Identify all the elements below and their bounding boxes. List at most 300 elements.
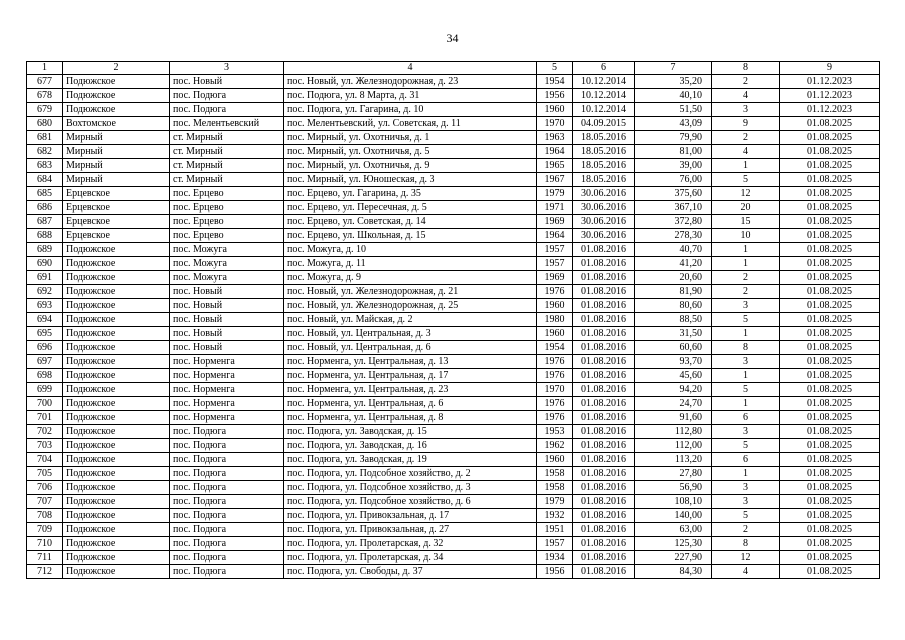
date-cell: 30.06.2016 bbox=[573, 215, 635, 229]
table-row bbox=[27, 187, 880, 201]
deadline-cell: 01.08.2025 bbox=[780, 313, 880, 327]
table-row bbox=[27, 439, 880, 453]
settlement-cell: Подюжское bbox=[63, 565, 170, 579]
address-cell: пос. Мирный, ул. Юношеская, д. 3 bbox=[284, 173, 537, 187]
date-cell: 04.09.2015 bbox=[573, 117, 635, 131]
settlement-cell: Подюжское bbox=[63, 369, 170, 383]
deadline-cell: 01.08.2025 bbox=[780, 187, 880, 201]
settlement-cell: Ерцевское bbox=[63, 201, 170, 215]
deadline-cell: 01.08.2025 bbox=[780, 355, 880, 369]
address-cell: пос. Можуга, д. 9 bbox=[284, 271, 537, 285]
count-cell: 3 bbox=[712, 103, 780, 117]
area-cell: 76,00 bbox=[635, 173, 712, 187]
address-cell: пос. Подюга, ул. Свободы, д. 37 bbox=[284, 565, 537, 579]
deadline-cell: 01.08.2025 bbox=[780, 425, 880, 439]
settlement-cell: Мирный bbox=[63, 131, 170, 145]
locality-cell: пос. Подюга bbox=[170, 551, 284, 565]
deadline-cell: 01.08.2025 bbox=[780, 411, 880, 425]
year-cell: 1960 bbox=[537, 327, 573, 341]
table-row bbox=[27, 383, 880, 397]
table-row bbox=[27, 327, 880, 341]
area-cell: 367,10 bbox=[635, 201, 712, 215]
table-row bbox=[27, 355, 880, 369]
row-number: 704 bbox=[27, 453, 63, 467]
settlement-cell: Подюжское bbox=[63, 551, 170, 565]
date-cell: 01.08.2016 bbox=[573, 355, 635, 369]
table-header-row bbox=[27, 62, 880, 75]
locality-cell: пос. Можуга bbox=[170, 257, 284, 271]
row-number: 711 bbox=[27, 551, 63, 565]
locality-cell: пос. Норменга bbox=[170, 397, 284, 411]
locality-cell: пос. Подюга bbox=[170, 467, 284, 481]
area-cell: 140,00 bbox=[635, 509, 712, 523]
locality-cell: пос. Новый bbox=[170, 75, 284, 89]
area-cell: 31,50 bbox=[635, 327, 712, 341]
area-cell: 375,60 bbox=[635, 187, 712, 201]
count-cell: 1 bbox=[712, 327, 780, 341]
count-cell: 3 bbox=[712, 299, 780, 313]
table-row bbox=[27, 313, 880, 327]
deadline-cell: 01.08.2025 bbox=[780, 145, 880, 159]
row-number: 703 bbox=[27, 439, 63, 453]
date-cell: 18.05.2016 bbox=[573, 131, 635, 145]
date-cell: 01.08.2016 bbox=[573, 313, 635, 327]
settlement-cell: Подюжское bbox=[63, 397, 170, 411]
date-cell: 01.08.2016 bbox=[573, 425, 635, 439]
count-cell: 8 bbox=[712, 341, 780, 355]
settlement-cell: Подюжское bbox=[63, 243, 170, 257]
row-number: 690 bbox=[27, 257, 63, 271]
date-cell: 30.06.2016 bbox=[573, 201, 635, 215]
table-row bbox=[27, 453, 880, 467]
year-cell: 1976 bbox=[537, 285, 573, 299]
date-cell: 10.12.2014 bbox=[573, 89, 635, 103]
settlement-cell: Подюжское bbox=[63, 523, 170, 537]
locality-cell: пос. Норменга bbox=[170, 411, 284, 425]
address-cell: пос. Мирный, ул. Охотничья, д. 5 bbox=[284, 145, 537, 159]
locality-cell: пос. Ерцево bbox=[170, 201, 284, 215]
settlement-cell: Подюжское bbox=[63, 509, 170, 523]
year-cell: 1970 bbox=[537, 117, 573, 131]
date-cell: 01.08.2016 bbox=[573, 453, 635, 467]
column-header: 1 bbox=[27, 62, 63, 75]
row-number: 677 bbox=[27, 75, 63, 89]
row-number: 710 bbox=[27, 537, 63, 551]
deadline-cell: 01.08.2025 bbox=[780, 467, 880, 481]
settlement-cell: Подюжское bbox=[63, 341, 170, 355]
settlement-cell: Подюжское bbox=[63, 467, 170, 481]
area-cell: 227,90 bbox=[635, 551, 712, 565]
date-cell: 01.08.2016 bbox=[573, 369, 635, 383]
column-header: 7 bbox=[635, 62, 712, 75]
locality-cell: пос. Подюга bbox=[170, 481, 284, 495]
area-cell: 108,10 bbox=[635, 495, 712, 509]
deadline-cell: 01.08.2025 bbox=[780, 565, 880, 579]
year-cell: 1976 bbox=[537, 369, 573, 383]
deadline-cell: 01.08.2025 bbox=[780, 159, 880, 173]
area-cell: 51,50 bbox=[635, 103, 712, 117]
count-cell: 6 bbox=[712, 411, 780, 425]
table-row bbox=[27, 369, 880, 383]
deadline-cell: 01.08.2025 bbox=[780, 285, 880, 299]
address-cell: пос. Новый, ул. Железнодорожная, д. 25 bbox=[284, 299, 537, 313]
count-cell: 4 bbox=[712, 145, 780, 159]
locality-cell: пос. Подюга bbox=[170, 103, 284, 117]
count-cell: 3 bbox=[712, 425, 780, 439]
area-cell: 112,00 bbox=[635, 439, 712, 453]
table-row bbox=[27, 145, 880, 159]
date-cell: 30.06.2016 bbox=[573, 187, 635, 201]
table-row bbox=[27, 341, 880, 355]
locality-cell: пос. Новый bbox=[170, 341, 284, 355]
row-number: 698 bbox=[27, 369, 63, 383]
deadline-cell: 01.08.2025 bbox=[780, 215, 880, 229]
year-cell: 1960 bbox=[537, 299, 573, 313]
row-number: 699 bbox=[27, 383, 63, 397]
table-row bbox=[27, 215, 880, 229]
year-cell: 1962 bbox=[537, 439, 573, 453]
year-cell: 1954 bbox=[537, 75, 573, 89]
area-cell: 112,80 bbox=[635, 425, 712, 439]
locality-cell: пос. Подюга bbox=[170, 439, 284, 453]
deadline-cell: 01.08.2025 bbox=[780, 537, 880, 551]
column-header: 9 bbox=[780, 62, 880, 75]
deadline-cell: 01.12.2023 bbox=[780, 89, 880, 103]
table-row bbox=[27, 397, 880, 411]
locality-cell: пос. Подюга bbox=[170, 425, 284, 439]
address-cell: пос. Подюга, ул. Гагарина, д. 10 bbox=[284, 103, 537, 117]
row-number: 689 bbox=[27, 243, 63, 257]
area-cell: 113,20 bbox=[635, 453, 712, 467]
settlement-cell: Подюжское bbox=[63, 89, 170, 103]
count-cell: 2 bbox=[712, 285, 780, 299]
column-header: 5 bbox=[537, 62, 573, 75]
date-cell: 01.08.2016 bbox=[573, 257, 635, 271]
date-cell: 01.08.2016 bbox=[573, 271, 635, 285]
table-row bbox=[27, 467, 880, 481]
table-row bbox=[27, 481, 880, 495]
year-cell: 1976 bbox=[537, 397, 573, 411]
row-number: 701 bbox=[27, 411, 63, 425]
table-row bbox=[27, 565, 880, 579]
settlement-cell: Подюжское bbox=[63, 481, 170, 495]
locality-cell: пос. Ерцево bbox=[170, 229, 284, 243]
deadline-cell: 01.08.2025 bbox=[780, 117, 880, 131]
address-cell: пос. Мирный, ул. Охотничья, д. 1 bbox=[284, 131, 537, 145]
table-row bbox=[27, 117, 880, 131]
table-body bbox=[27, 62, 880, 579]
table-row bbox=[27, 257, 880, 271]
settlement-cell: Подюжское bbox=[63, 453, 170, 467]
settlement-cell: Подюжское bbox=[63, 439, 170, 453]
address-cell: пос. Можуга, д. 10 bbox=[284, 243, 537, 257]
locality-cell: пос. Норменга bbox=[170, 383, 284, 397]
count-cell: 4 bbox=[712, 565, 780, 579]
deadline-cell: 01.08.2025 bbox=[780, 523, 880, 537]
locality-cell: пос. Подюга bbox=[170, 523, 284, 537]
locality-cell: пос. Подюга bbox=[170, 89, 284, 103]
locality-cell: пос. Новый bbox=[170, 327, 284, 341]
settlement-cell: Подюжское bbox=[63, 299, 170, 313]
row-number: 683 bbox=[27, 159, 63, 173]
year-cell: 1960 bbox=[537, 453, 573, 467]
locality-cell: пос. Ерцево bbox=[170, 187, 284, 201]
area-cell: 88,50 bbox=[635, 313, 712, 327]
address-cell: пос. Норменга, ул. Центральная, д. 23 bbox=[284, 383, 537, 397]
year-cell: 1960 bbox=[537, 103, 573, 117]
settlement-cell: Подюжское bbox=[63, 327, 170, 341]
address-cell: пос. Новый, ул. Центральная, д. 6 bbox=[284, 341, 537, 355]
address-cell: пос. Подюга, ул. Пролетарская, д. 32 bbox=[284, 537, 537, 551]
area-cell: 40,10 bbox=[635, 89, 712, 103]
count-cell: 5 bbox=[712, 173, 780, 187]
settlement-cell: Подюжское bbox=[63, 75, 170, 89]
address-cell: пос. Ерцево, ул. Советская, д. 14 bbox=[284, 215, 537, 229]
year-cell: 1964 bbox=[537, 229, 573, 243]
row-number: 705 bbox=[27, 467, 63, 481]
deadline-cell: 01.08.2025 bbox=[780, 509, 880, 523]
count-cell: 3 bbox=[712, 355, 780, 369]
count-cell: 5 bbox=[712, 313, 780, 327]
area-cell: 372,80 bbox=[635, 215, 712, 229]
deadline-cell: 01.08.2025 bbox=[780, 243, 880, 257]
address-cell: пос. Новый, ул. Центральная, д. 3 bbox=[284, 327, 537, 341]
settlement-cell: Подюжское bbox=[63, 271, 170, 285]
deadline-cell: 01.08.2025 bbox=[780, 229, 880, 243]
date-cell: 01.08.2016 bbox=[573, 509, 635, 523]
row-number: 696 bbox=[27, 341, 63, 355]
settlement-cell: Подюжское bbox=[63, 257, 170, 271]
year-cell: 1965 bbox=[537, 159, 573, 173]
row-number: 692 bbox=[27, 285, 63, 299]
area-cell: 40,70 bbox=[635, 243, 712, 257]
table-row bbox=[27, 411, 880, 425]
year-cell: 1954 bbox=[537, 341, 573, 355]
deadline-cell: 01.08.2025 bbox=[780, 131, 880, 145]
year-cell: 1964 bbox=[537, 145, 573, 159]
area-cell: 84,30 bbox=[635, 565, 712, 579]
address-cell: пос. Подюга, ул. 8 Марта, д. 31 bbox=[284, 89, 537, 103]
locality-cell: ст. Мирный bbox=[170, 173, 284, 187]
year-cell: 1958 bbox=[537, 467, 573, 481]
row-number: 681 bbox=[27, 131, 63, 145]
housing-registry-table bbox=[26, 61, 880, 579]
address-cell: пос. Подюга, ул. Подсобное хозяйство, д. 2 bbox=[284, 467, 537, 481]
area-cell: 24,70 bbox=[635, 397, 712, 411]
page-number: 34 bbox=[446, 31, 459, 45]
address-cell: пос. Ерцево, ул. Гагарина, д. 35 bbox=[284, 187, 537, 201]
deadline-cell: 01.08.2025 bbox=[780, 327, 880, 341]
date-cell: 01.08.2016 bbox=[573, 285, 635, 299]
count-cell: 10 bbox=[712, 229, 780, 243]
locality-cell: пос. Подюга bbox=[170, 453, 284, 467]
row-number: 688 bbox=[27, 229, 63, 243]
address-cell: пос. Подюга, ул. Привокзальная, д. 27 bbox=[284, 523, 537, 537]
count-cell: 5 bbox=[712, 383, 780, 397]
table-row bbox=[27, 243, 880, 257]
address-cell: пос. Новый, ул. Железнодорожная, д. 21 bbox=[284, 285, 537, 299]
locality-cell: ст. Мирный bbox=[170, 131, 284, 145]
locality-cell: пос. Можуга bbox=[170, 271, 284, 285]
deadline-cell: 01.12.2023 bbox=[780, 103, 880, 117]
year-cell: 1967 bbox=[537, 173, 573, 187]
count-cell: 1 bbox=[712, 397, 780, 411]
locality-cell: пос. Мелентьевский bbox=[170, 117, 284, 131]
area-cell: 94,20 bbox=[635, 383, 712, 397]
settlement-cell: Подюжское bbox=[63, 495, 170, 509]
date-cell: 01.08.2016 bbox=[573, 383, 635, 397]
date-cell: 01.08.2016 bbox=[573, 467, 635, 481]
year-cell: 1957 bbox=[537, 257, 573, 271]
area-cell: 20,60 bbox=[635, 271, 712, 285]
row-number: 712 bbox=[27, 565, 63, 579]
locality-cell: пос. Новый bbox=[170, 285, 284, 299]
row-number: 697 bbox=[27, 355, 63, 369]
settlement-cell: Мирный bbox=[63, 145, 170, 159]
address-cell: пос. Подюга, ул. Пролетарская, д. 34 bbox=[284, 551, 537, 565]
settlement-cell: Вохтомское bbox=[63, 117, 170, 131]
row-number: 679 bbox=[27, 103, 63, 117]
settlement-cell: Подюжское bbox=[63, 355, 170, 369]
table-row bbox=[27, 271, 880, 285]
row-number: 684 bbox=[27, 173, 63, 187]
count-cell: 12 bbox=[712, 187, 780, 201]
locality-cell: пос. Новый bbox=[170, 299, 284, 313]
row-number: 702 bbox=[27, 425, 63, 439]
table-row bbox=[27, 285, 880, 299]
count-cell: 2 bbox=[712, 75, 780, 89]
settlement-cell: Ерцевское bbox=[63, 229, 170, 243]
deadline-cell: 01.08.2025 bbox=[780, 495, 880, 509]
year-cell: 1976 bbox=[537, 355, 573, 369]
area-cell: 93,70 bbox=[635, 355, 712, 369]
year-cell: 1971 bbox=[537, 201, 573, 215]
address-cell: пос. Мелентьевский, ул. Советская, д. 11 bbox=[284, 117, 537, 131]
date-cell: 01.08.2016 bbox=[573, 341, 635, 355]
year-cell: 1958 bbox=[537, 481, 573, 495]
date-cell: 01.08.2016 bbox=[573, 537, 635, 551]
year-cell: 1957 bbox=[537, 243, 573, 257]
table-row bbox=[27, 131, 880, 145]
row-number: 695 bbox=[27, 327, 63, 341]
deadline-cell: 01.08.2025 bbox=[780, 453, 880, 467]
locality-cell: пос. Новый bbox=[170, 313, 284, 327]
area-cell: 43,09 bbox=[635, 117, 712, 131]
table-row bbox=[27, 495, 880, 509]
row-number: 707 bbox=[27, 495, 63, 509]
deadline-cell: 01.08.2025 bbox=[780, 299, 880, 313]
area-cell: 80,60 bbox=[635, 299, 712, 313]
deadline-cell: 01.08.2025 bbox=[780, 551, 880, 565]
count-cell: 5 bbox=[712, 439, 780, 453]
address-cell: пос. Ерцево, ул. Школьная, д. 15 bbox=[284, 229, 537, 243]
table-row bbox=[27, 299, 880, 313]
row-number: 709 bbox=[27, 523, 63, 537]
locality-cell: пос. Норменга bbox=[170, 355, 284, 369]
count-cell: 8 bbox=[712, 537, 780, 551]
table-row bbox=[27, 159, 880, 173]
settlement-cell: Мирный bbox=[63, 173, 170, 187]
row-number: 686 bbox=[27, 201, 63, 215]
year-cell: 1980 bbox=[537, 313, 573, 327]
area-cell: 79,90 bbox=[635, 131, 712, 145]
date-cell: 01.08.2016 bbox=[573, 397, 635, 411]
table-row bbox=[27, 89, 880, 103]
date-cell: 01.08.2016 bbox=[573, 439, 635, 453]
address-cell: пос. Новый, ул. Майская, д. 2 bbox=[284, 313, 537, 327]
date-cell: 30.06.2016 bbox=[573, 229, 635, 243]
address-cell: пос. Можуга, д. 11 bbox=[284, 257, 537, 271]
address-cell: пос. Подюга, ул. Заводская, д. 16 bbox=[284, 439, 537, 453]
year-cell: 1957 bbox=[537, 537, 573, 551]
area-cell: 81,00 bbox=[635, 145, 712, 159]
year-cell: 1951 bbox=[537, 523, 573, 537]
table-row bbox=[27, 509, 880, 523]
date-cell: 18.05.2016 bbox=[573, 145, 635, 159]
address-cell: пос. Новый, ул. Железнодорожная, д. 23 bbox=[284, 75, 537, 89]
count-cell: 1 bbox=[712, 369, 780, 383]
area-cell: 60,60 bbox=[635, 341, 712, 355]
settlement-cell: Подюжское bbox=[63, 103, 170, 117]
date-cell: 10.12.2014 bbox=[573, 103, 635, 117]
count-cell: 1 bbox=[712, 467, 780, 481]
table-row bbox=[27, 75, 880, 89]
table-row bbox=[27, 103, 880, 117]
table-row bbox=[27, 425, 880, 439]
settlement-cell: Подюжское bbox=[63, 313, 170, 327]
area-cell: 39,00 bbox=[635, 159, 712, 173]
column-header: 2 bbox=[63, 62, 170, 75]
row-number: 706 bbox=[27, 481, 63, 495]
settlement-cell: Подюжское bbox=[63, 425, 170, 439]
address-cell: пос. Норменга, ул. Центральная, д. 17 bbox=[284, 369, 537, 383]
area-cell: 35,20 bbox=[635, 75, 712, 89]
locality-cell: ст. Мирный bbox=[170, 159, 284, 173]
area-cell: 41,20 bbox=[635, 257, 712, 271]
row-number: 680 bbox=[27, 117, 63, 131]
count-cell: 20 bbox=[712, 201, 780, 215]
date-cell: 01.08.2016 bbox=[573, 411, 635, 425]
table-row bbox=[27, 523, 880, 537]
deadline-cell: 01.08.2025 bbox=[780, 201, 880, 215]
count-cell: 4 bbox=[712, 89, 780, 103]
settlement-cell: Подюжское bbox=[63, 411, 170, 425]
settlement-cell: Подюжское bbox=[63, 383, 170, 397]
column-header: 8 bbox=[712, 62, 780, 75]
row-number: 691 bbox=[27, 271, 63, 285]
date-cell: 01.08.2016 bbox=[573, 299, 635, 313]
deadline-cell: 01.08.2025 bbox=[780, 481, 880, 495]
column-header: 3 bbox=[170, 62, 284, 75]
address-cell: пос. Ерцево, ул. Пересечная, д. 5 bbox=[284, 201, 537, 215]
deadline-cell: 01.08.2025 bbox=[780, 397, 880, 411]
area-cell: 125,30 bbox=[635, 537, 712, 551]
count-cell: 9 bbox=[712, 117, 780, 131]
date-cell: 01.08.2016 bbox=[573, 327, 635, 341]
table-row bbox=[27, 551, 880, 565]
locality-cell: пос. Ерцево bbox=[170, 215, 284, 229]
count-cell: 2 bbox=[712, 523, 780, 537]
date-cell: 18.05.2016 bbox=[573, 173, 635, 187]
count-cell: 3 bbox=[712, 495, 780, 509]
locality-cell: пос. Подюга bbox=[170, 565, 284, 579]
count-cell: 1 bbox=[712, 257, 780, 271]
area-cell: 27,80 bbox=[635, 467, 712, 481]
year-cell: 1953 bbox=[537, 425, 573, 439]
address-cell: пос. Подюга, ул. Заводская, д. 15 bbox=[284, 425, 537, 439]
date-cell: 01.08.2016 bbox=[573, 481, 635, 495]
date-cell: 01.08.2016 bbox=[573, 495, 635, 509]
